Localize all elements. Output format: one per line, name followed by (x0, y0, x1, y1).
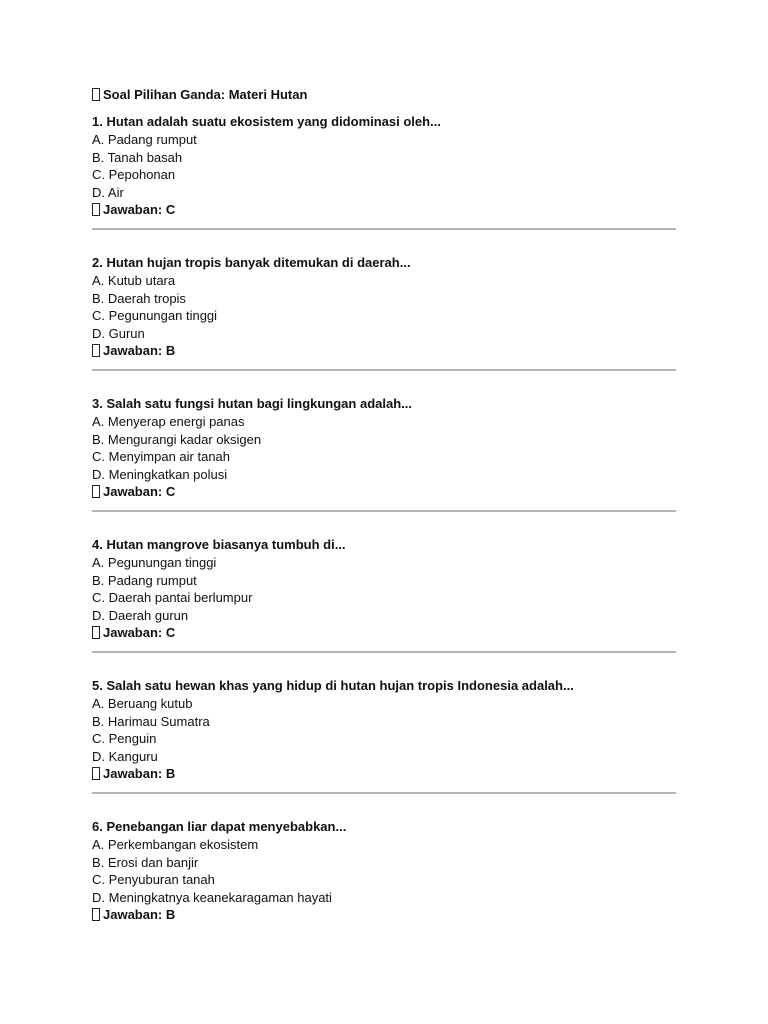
section-divider (92, 792, 676, 794)
answer-option: C. Pepohonan (92, 167, 176, 182)
document-title-row (92, 86, 676, 104)
section-divider (92, 228, 676, 230)
answer-option: B. Daerah tropis (92, 290, 186, 306)
question-block (92, 254, 676, 360)
answer-option: D. Kanguru (92, 748, 158, 764)
question-block (92, 113, 676, 219)
question-block (92, 536, 676, 642)
question-block (92, 395, 676, 501)
missing-glyph-icon (92, 626, 100, 639)
missing-glyph-icon (92, 88, 100, 101)
answer-key: Jawaban: B (103, 907, 176, 922)
answer-key-row (92, 765, 676, 783)
answer-option: D. Gurun (92, 325, 145, 341)
answer-option: B. Mengurangi kadar oksigen (92, 431, 262, 447)
answer-key: Jawaban: B (103, 766, 176, 781)
question-text: 6. Penebangan liar dapat menyebabkan... (92, 819, 347, 834)
missing-glyph-icon (92, 908, 100, 921)
answer-option: A. Perkembangan ekosistem (92, 837, 259, 852)
question-list (92, 113, 676, 924)
document-title: Soal Pilihan Ganda: Materi Hutan (103, 87, 308, 102)
document-page (92, 86, 676, 924)
answer-option: C. Pegunungan tinggi (92, 308, 218, 323)
answer-key-row (92, 342, 676, 360)
section-divider (92, 510, 676, 512)
answer-option: B. Harimau Sumatra (92, 713, 210, 729)
answer-option: C. Daerah pantai berlumpur (92, 590, 253, 605)
missing-glyph-icon (92, 203, 100, 216)
question-text: 2. Hutan hujan tropis banyak ditemukan di daerah... (92, 255, 411, 270)
answer-option: B. Padang rumput (92, 572, 197, 588)
answer-key: Jawaban: C (103, 625, 176, 640)
answer-option: D. Meningkatkan polusi (92, 466, 228, 482)
answer-key: Jawaban: C (103, 484, 176, 499)
missing-glyph-icon (92, 767, 100, 780)
missing-glyph-icon (92, 485, 100, 498)
answer-option: A. Menyerap energi panas (92, 414, 245, 429)
answer-option: D. Air (92, 184, 124, 200)
answer-option: A. Pegunungan tinggi (92, 555, 217, 570)
answer-key-row (92, 201, 676, 219)
answer-key-row (92, 906, 676, 924)
answer-key-row (92, 624, 676, 642)
answer-key-row (92, 483, 676, 501)
answer-option: A. Kutub utara (92, 273, 176, 288)
question-text: 1. Hutan adalah suatu ekosistem yang didominasi oleh... (92, 114, 441, 129)
question-block (92, 677, 676, 783)
answer-option: C. Penyuburan tanah (92, 872, 215, 887)
question-text: 3. Salah satu fungsi hutan bagi lingkungan adalah... (92, 396, 412, 411)
section-divider (92, 369, 676, 371)
answer-option: A. Padang rumput (92, 132, 197, 147)
answer-option: A. Beruang kutub (92, 696, 193, 711)
answer-option: B. Tanah basah (92, 149, 183, 165)
section-divider (92, 651, 676, 653)
answer-key: Jawaban: B (103, 343, 176, 358)
question-text: 5. Salah satu hewan khas yang hidup di hutan hujan tropis Indonesia adalah... (92, 678, 574, 693)
answer-option: C. Penguin (92, 731, 157, 746)
answer-option: B. Erosi dan banjir (92, 854, 199, 870)
answer-option: C. Menyimpan air tanah (92, 449, 231, 464)
question-block (92, 818, 676, 924)
answer-key: Jawaban: C (103, 202, 176, 217)
answer-option: D. Meningkatnya keanekaragaman hayati (92, 889, 332, 905)
missing-glyph-icon (92, 344, 100, 357)
answer-option: D. Daerah gurun (92, 607, 189, 623)
question-text: 4. Hutan mangrove biasanya tumbuh di... (92, 537, 346, 552)
